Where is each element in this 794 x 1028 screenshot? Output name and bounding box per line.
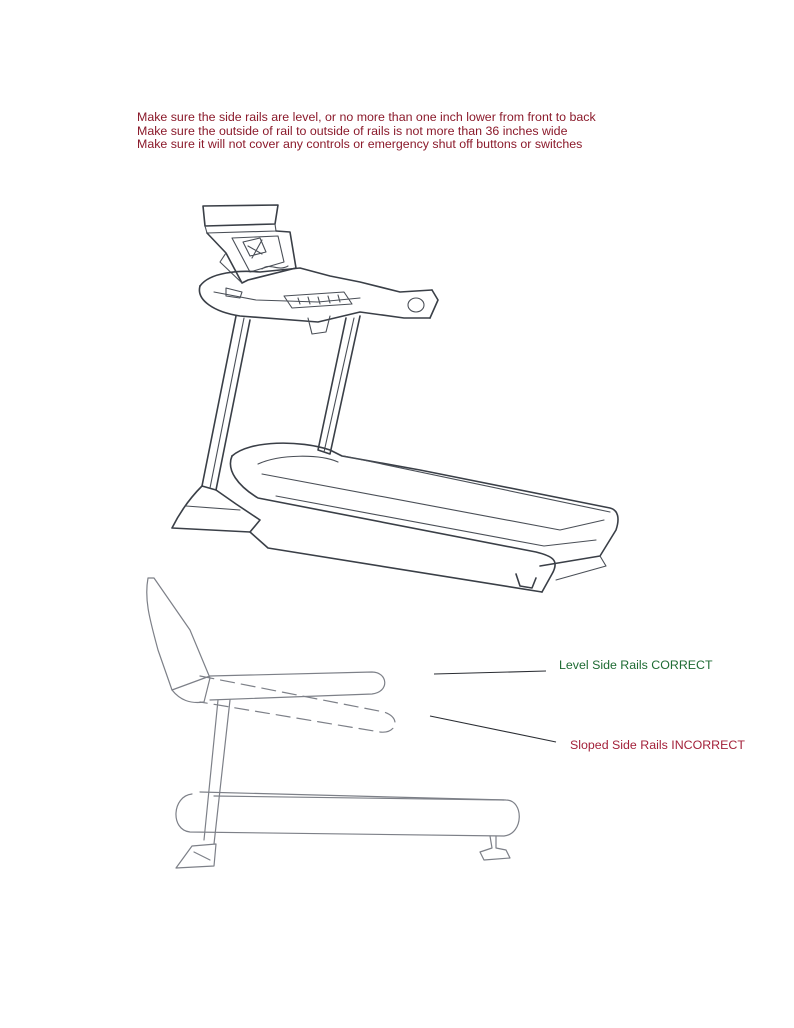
profile-deck — [176, 792, 519, 836]
leader-line-incorrect — [430, 716, 556, 742]
instruction-line-width: Make sure the outside of rail to outside of rails is not more than 36 inches wide — [137, 123, 568, 138]
profile-upright — [204, 700, 230, 844]
treadmill-uprights — [202, 316, 360, 490]
instruction-line-controls: Make sure it will not cover any controls or emergency shut off buttons or switches — [137, 137, 583, 152]
treadmill-sketch — [172, 205, 618, 592]
instruction-line-level: Make sure the side rails are level, or no more than one inch lower from front to back — [137, 110, 596, 124]
treadmill-handlebar — [199, 268, 438, 334]
label-sloped-rails-incorrect: Sloped Side Rails INCORRECT — [570, 738, 745, 752]
profile-front-foot — [176, 844, 216, 868]
profile-rear-foot — [480, 836, 510, 860]
treadmill-deck — [230, 443, 618, 592]
leader-line-correct — [434, 671, 546, 674]
treadmill-base — [172, 486, 542, 592]
label-level-rails-correct: Level Side Rails CORRECT — [559, 658, 713, 672]
profile-console — [147, 578, 210, 703]
